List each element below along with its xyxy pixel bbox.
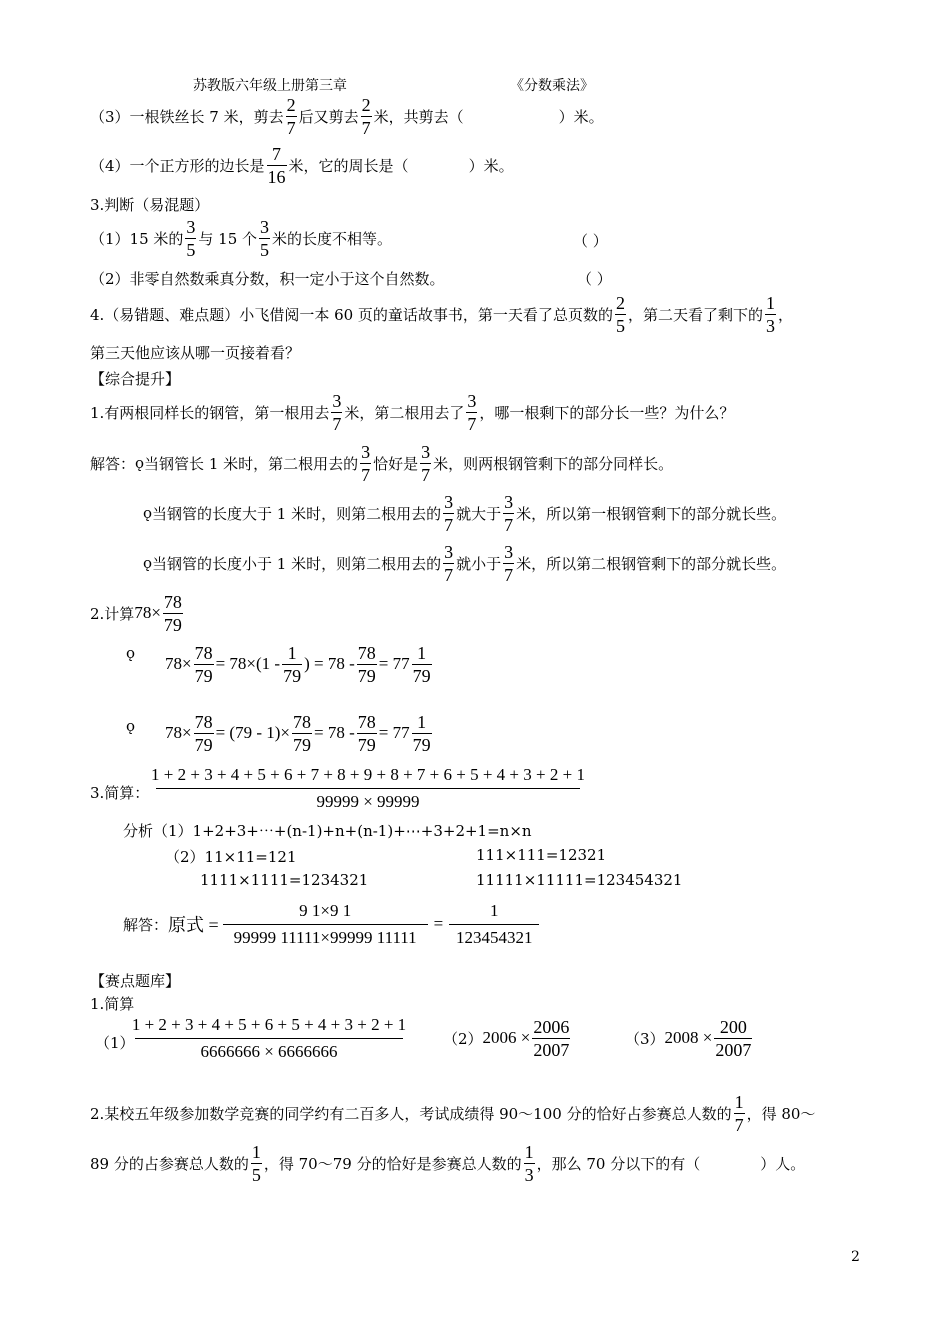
fraction: $\frac{1}{79}$	[412, 711, 431, 755]
contest-1-label: 1.简算	[90, 995, 135, 1013]
fraction: $\frac{9 1\times 9 1}{99999 11111\times 99999 11111}$	[223, 901, 428, 948]
fraction: $\frac{3}{7}$	[444, 491, 454, 535]
simplify-label: 3.简算：	[90, 784, 150, 802]
fraction: $\frac{3}{7}$	[361, 441, 371, 485]
analysis-1: 分析（1）1+2+3+⋯+(n-1)+n+(n-1)+⋯+3+2+1=n×n	[123, 822, 532, 840]
fraction: $\frac{1}{3}$	[524, 1141, 534, 1185]
judge-1: （1）15 米的 $\frac{3}{5}$ 与 15 个 $\frac{3}{5}$ 米的长度不相等。	[90, 216, 393, 260]
page-number: 2	[851, 1249, 860, 1265]
fraction: $\frac{3}{7}$	[332, 390, 342, 434]
fraction: $\frac{1}{79}$	[412, 642, 431, 686]
bullet-mark: ǫ	[143, 504, 153, 522]
problem-4-line2: 第三天他应该从哪一页接着看？	[90, 344, 301, 362]
header-left: 苏教版六年级上册第三章	[193, 78, 347, 94]
fraction: $\frac{2006}{2007}$	[533, 1016, 570, 1060]
contest-1-expr-3: （3） 2008 × $\frac{200}{2007}$	[625, 1016, 752, 1060]
fraction: $\frac{3}{5}$	[186, 216, 196, 260]
section-title: 【赛点题库】	[90, 972, 181, 990]
fraction: $\frac{1}{3}$	[765, 292, 775, 336]
analysis-2a: （2）11×11=121	[165, 848, 297, 866]
fraction: $\frac{1}{79}$	[283, 642, 302, 686]
judge-title: 3.判断（易混题）	[90, 196, 210, 214]
analysis-2b: 111×111=12321	[476, 846, 607, 864]
fraction: $\frac{1}{7}$	[734, 1091, 744, 1135]
question-4: （4）一个正方形的边长是 $\frac{7}{16}$ 米，它的周长是（ ）米。	[90, 143, 514, 187]
fraction: $\frac{3}{7}$	[504, 541, 514, 585]
contest-2-line-1: 2.某校五年级参加数学竞赛的同学约有二百多人，考试成绩得 90～100 分的恰好占参赛总人数的 $\frac{1}{7}$ ，得 80～	[90, 1091, 816, 1135]
fraction: $\frac{3}{7}$	[444, 541, 454, 585]
bullet-mark: ǫ	[126, 717, 136, 735]
answer-line-1: 解答： ǫ 当钢管长 1 米时，第二根用去的 $\frac{3}{7}$ 恰好是 $\frac{3}{7}$ 米，则两根钢管剩下的部分同样长。	[90, 441, 674, 485]
comprehensive-1: 1.有两根同样长的钢管，第一根用去 $\frac{3}{7}$ 米，第二根用去了 $\frac{3}{7}$ ，哪一根剩下的部分长一些？为什么？	[90, 390, 735, 434]
contest-2-line-2: 89 分的占参赛总人数的 $\frac{1}{5}$ ，得 70～79 分的恰好是参赛总人数的 $\frac{1}{3}$ ，那么 70 分以下的有（ ）人。	[90, 1141, 806, 1185]
fraction: $\frac{78}{79}$	[163, 591, 182, 635]
fraction: $\frac{78}{79}$	[357, 642, 376, 686]
section-title: 【综合提升】	[90, 370, 181, 388]
contest-1-expr-1: 1 + 2 + 3 + 4 + 5 + 6 + 5 + 4 + 3 + 2 + 1 6666666 × 6666666	[131, 1015, 407, 1061]
question-3: （3）一根铁丝长 7 米，剪去 $\frac{2}{7}$ 后又剪去 $\frac{2}{7}$ 米，共剪去（ ）米。	[90, 94, 604, 138]
bullet-mark: ǫ	[143, 554, 153, 572]
fraction: $\frac{1}{5}$	[251, 1141, 261, 1185]
contest-1-expr-2: （2） 2006 × $\frac{2006}{2007}$	[443, 1016, 570, 1060]
bullet-mark: ǫ	[135, 454, 145, 472]
fraction: $\frac{3}{5}$	[260, 216, 270, 260]
judge-1-answer[interactable]: （ ）	[573, 232, 608, 250]
answer-line-3: ǫ 当钢管的长度小于 1 米时，则第二根用去的 $\frac{3}{7}$ 就小于 $\frac{3}{7}$ 米，所以第二根钢管剩下的部分就长些。	[143, 541, 787, 585]
fraction: $\frac{3}{7}$	[504, 491, 514, 535]
fraction: $\frac{2}{5}$	[615, 292, 625, 336]
calc-line-2: 78× $\frac{78}{79}$ = (79 - 1)× $\frac{78}{79}$ = 78 - $\frac{78}{79}$ = 77 $\frac{1}{79}$	[165, 711, 431, 755]
analysis-3a: 1111×1111=1234321	[200, 871, 369, 889]
answer-line-2: ǫ 当钢管的长度大于 1 米时，则第二根用去的 $\frac{3}{7}$ 就大于 $\frac{3}{7}$ 米，所以第一根钢管剩下的部分就长些。	[143, 491, 787, 535]
fraction: $\frac{78}{79}$	[357, 711, 376, 755]
bullet-mark: ǫ	[126, 644, 136, 662]
simplify-answer: 解答： 原式 = $\frac{9 1\times 9 1}{99999 11111\times 99999 11111}$ = $\frac{1}{123454321}$	[123, 899, 539, 949]
fraction: $\frac{78}{79}$	[194, 711, 213, 755]
judge-2-answer[interactable]: （ ）	[577, 270, 612, 288]
analysis-3b: 11111×11111=123454321	[476, 871, 683, 889]
header-right: 《分数乘法》	[510, 78, 594, 94]
problem-4: 4.（易错题、难点题）小飞借阅一本 60 页的童话故事书，第一天看了总页数的 $\frac{2}{5}$ ，第二天看了剩下的 $\frac{1}{3}$ ，	[90, 292, 793, 336]
fraction: $\frac{78}{79}$	[293, 711, 312, 755]
fraction: $\frac{7}{16}$	[267, 143, 286, 187]
simplify-expression: 1 + 2 + 3 + 4 + 5 + 6 + 7 + 8 + 9 + 8 + 7 + 6 + 5 + 4 + 3 + 2 + 1 99999 × 99999	[151, 765, 585, 811]
fraction: $\frac{3}{7}$	[421, 441, 431, 485]
fraction: $\frac{2}{7}$	[286, 94, 296, 138]
fraction: $\frac{3}{7}$	[467, 390, 477, 434]
fraction: $\frac{78}{79}$	[194, 642, 213, 686]
calc-title: 2.计算 78× $\frac{78}{79}$	[90, 591, 182, 635]
fraction: $\frac{200}{2007}$	[715, 1016, 752, 1060]
calc-line-1: 78× $\frac{78}{79}$ = 78×(1 - $\frac{1}{79}$ ) = 78 - $\frac{78}{79}$ = 77 $\frac{1}{79}$	[165, 642, 431, 686]
fraction: $\frac{2}{7}$	[361, 94, 371, 138]
fraction: $\frac{1}{123454321}$	[449, 901, 539, 948]
judge-2: （2）非零自然数乘真分数，积一定小于这个自然数。	[90, 270, 445, 288]
